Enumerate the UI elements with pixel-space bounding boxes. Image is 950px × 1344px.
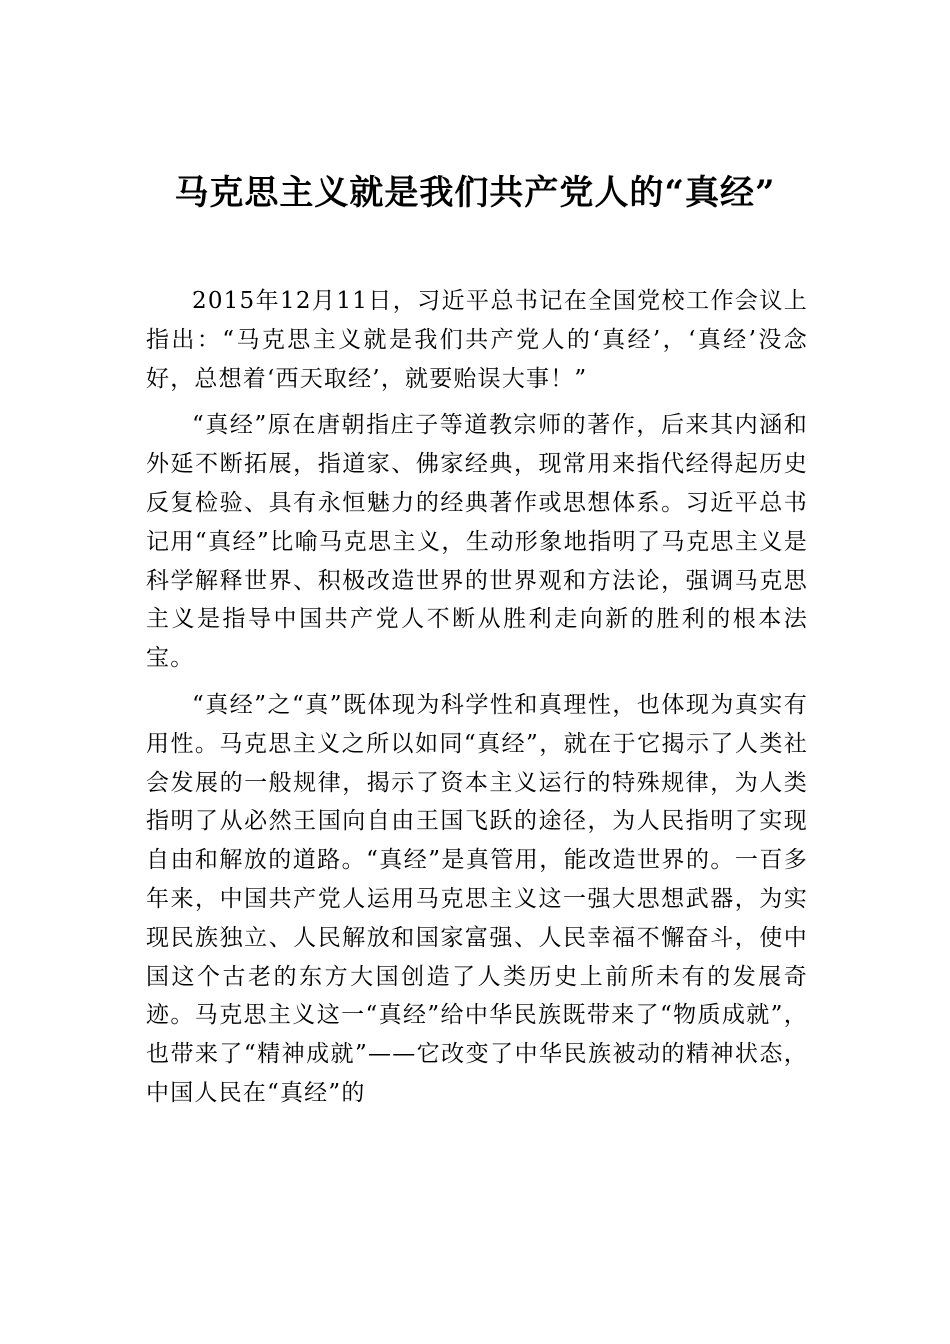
document-body bbox=[146, 282, 808, 1121]
paragraph-2: “真经”原在唐朝指庄子等道教宗师的著作，后来其内涵和外延不断拓展，指道家、佛家经典，现常用来指代经得起历史反复检验、具有永恒魅力的经典著作或思想体系。习近平总书记用“真经”比喻马克思主义，生动形象地指明了马克思主义是科学解释世界、积极改造世界的世界观和方法论，强调马克思主义是指导中国共产党人不断从胜利走向新的胜利的根本法宝。 bbox=[146, 412, 808, 672]
paragraph-3: “真经”之“真”既体现为科学性和真理性，也体现为真实有用性。马克思主义之所以如同“真经”，就在于它揭示了人类社会发展的一般规律，揭示了资本主义运行的特殊规律，为人类指明了从必然王国向自由王国飞跃的途径，为人民指明了实现自由和解放的道路。“真经”是真管用，能改造世界的。一百多年来，中国共产党人运用马克思主义这一强大思想武器，为实现民族独立、人民解放和国家富强、人民幸福不懈奋斗，使中国这个古老的东方大国创造了人类历史上前所未有的发展奇迹。马克思主义这一“真经”给中华民族既带来了“物质成就”，也带来了“精神成就”——它改变了中华民族被动的精神状态，中国人民在“真经”的 bbox=[146, 691, 808, 1106]
paragraph-1: 2015年12月11日，习近平总书记在全国党校工作会议上指出：“马克思主义就是我们共产党人的‘真经’，‘真经’没念好，总想着‘西天取经’，就要贻误大事！” bbox=[146, 288, 808, 392]
document-title: 马克思主义就是我们共产党人的“真经” bbox=[174, 173, 776, 213]
